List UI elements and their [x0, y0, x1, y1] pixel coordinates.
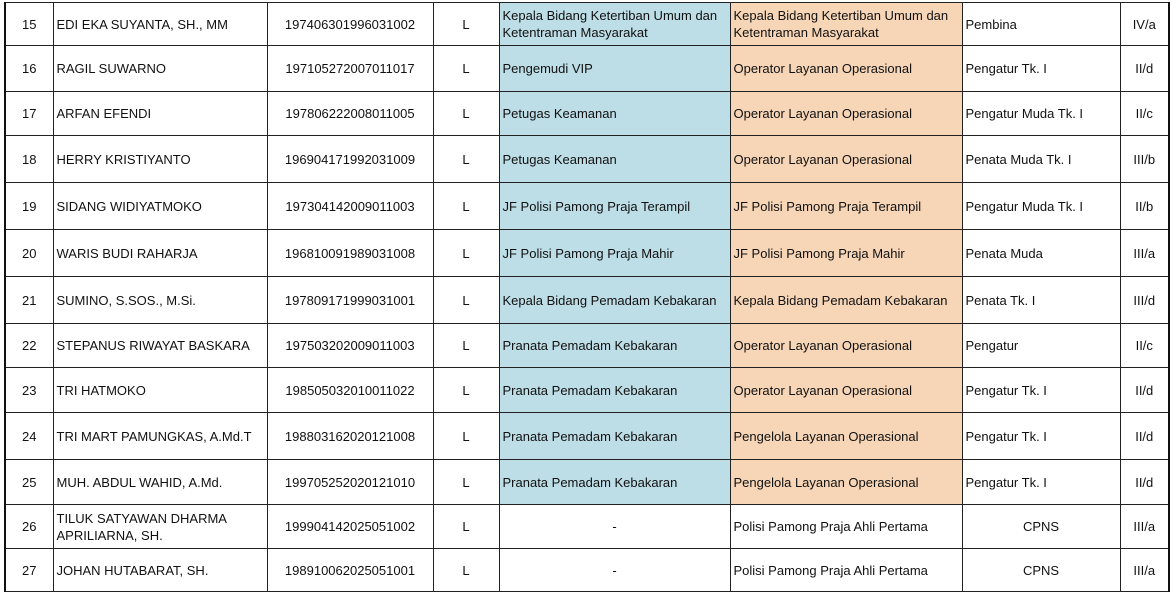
- table-row: [5, 46, 1169, 92]
- new-position: JF Polisi Pamong Praja Terampil: [730, 183, 962, 230]
- table-row: [5, 3, 1169, 46]
- row-number: 18: [5, 136, 53, 183]
- table-row: [5, 136, 1169, 183]
- rank: Pembina: [962, 3, 1120, 46]
- table-body: [5, 3, 1169, 592]
- new-position: Polisi Pamong Praja Ahli Pertama: [730, 549, 962, 592]
- employee-nip: 197304142009011003: [267, 183, 433, 230]
- grade: III/a: [1120, 549, 1169, 592]
- old-position: -: [499, 505, 730, 549]
- rank: Pengatur Tk. I: [962, 368, 1120, 413]
- new-position: Pengelola Layanan Operasional: [730, 460, 962, 505]
- new-position: Operator Layanan Operasional: [730, 46, 962, 92]
- employee-gender: L: [433, 324, 499, 368]
- employee-nip: 197806222008011005: [267, 92, 433, 136]
- employee-gender: L: [433, 92, 499, 136]
- employee-name: ARFAN EFENDI: [53, 92, 267, 136]
- old-position: Kepala Bidang Pemadam Kebakaran: [499, 277, 730, 324]
- employee-name: SIDANG WIDIYATMOKO: [53, 183, 267, 230]
- new-position: JF Polisi Pamong Praja Mahir: [730, 230, 962, 277]
- row-number: 16: [5, 46, 53, 92]
- row-number: 23: [5, 368, 53, 413]
- old-position: Pranata Pemadam Kebakaran: [499, 413, 730, 460]
- employee-gender: L: [433, 277, 499, 324]
- employee-name: SUMINO, S.SOS., M.Si.: [53, 277, 267, 324]
- table-row: [5, 460, 1169, 505]
- row-number: 19: [5, 183, 53, 230]
- row-number: 15: [5, 3, 53, 46]
- table-row: [5, 230, 1169, 277]
- row-number: 17: [5, 92, 53, 136]
- row-number: 25: [5, 460, 53, 505]
- grade: III/a: [1120, 505, 1169, 549]
- employee-nip: 199904142025051002: [267, 505, 433, 549]
- employee-name: HERRY KRISTIYANTO: [53, 136, 267, 183]
- old-position: Petugas Keamanan: [499, 92, 730, 136]
- table-row: [5, 413, 1169, 460]
- employee-table: [4, 2, 1170, 592]
- employee-gender: L: [433, 549, 499, 592]
- rank: CPNS: [962, 505, 1120, 549]
- employee-name: STEPANUS RIWAYAT BASKARA: [53, 324, 267, 368]
- employee-nip: 197105272007011017: [267, 46, 433, 92]
- employee-nip: 197406301996031002: [267, 3, 433, 46]
- grade: III/d: [1120, 277, 1169, 324]
- employee-gender: L: [433, 183, 499, 230]
- employee-name: JOHAN HUTABARAT, SH.: [53, 549, 267, 592]
- old-position: -: [499, 549, 730, 592]
- old-position: Kepala Bidang Ketertiban Umum dan Ketentraman Masyarakat: [499, 3, 730, 46]
- employee-name: TRI MART PAMUNGKAS, A.Md.T: [53, 413, 267, 460]
- new-position: Operator Layanan Operasional: [730, 136, 962, 183]
- employee-name: MUH. ABDUL WAHID, A.Md.: [53, 460, 267, 505]
- table-row: [5, 324, 1169, 368]
- table-row: [5, 505, 1169, 549]
- grade: III/b: [1120, 136, 1169, 183]
- grade: II/c: [1120, 324, 1169, 368]
- grade: II/d: [1120, 46, 1169, 92]
- grade: II/d: [1120, 413, 1169, 460]
- rank: Pengatur: [962, 324, 1120, 368]
- new-position: Pengelola Layanan Operasional: [730, 413, 962, 460]
- row-number: 27: [5, 549, 53, 592]
- table-row: [5, 183, 1169, 230]
- grade: II/d: [1120, 460, 1169, 505]
- employee-gender: L: [433, 413, 499, 460]
- employee-name: WARIS BUDI RAHARJA: [53, 230, 267, 277]
- employee-nip: 197809171999031001: [267, 277, 433, 324]
- old-position: Petugas Keamanan: [499, 136, 730, 183]
- rank: Penata Muda: [962, 230, 1120, 277]
- row-number: 24: [5, 413, 53, 460]
- new-position: Operator Layanan Operasional: [730, 92, 962, 136]
- employee-gender: L: [433, 3, 499, 46]
- rank: Pengatur Tk. I: [962, 460, 1120, 505]
- rank: Pengatur Tk. I: [962, 413, 1120, 460]
- employee-name: EDI EKA SUYANTA, SH., MM: [53, 3, 267, 46]
- grade: II/b: [1120, 183, 1169, 230]
- rank: CPNS: [962, 549, 1120, 592]
- new-position: Operator Layanan Operasional: [730, 368, 962, 413]
- employee-name: RAGIL SUWARNO: [53, 46, 267, 92]
- table-row: [5, 549, 1169, 592]
- employee-gender: L: [433, 368, 499, 413]
- employee-gender: L: [433, 46, 499, 92]
- rank: Penata Tk. I: [962, 277, 1120, 324]
- old-position: Pengemudi VIP: [499, 46, 730, 92]
- new-position: Operator Layanan Operasional: [730, 324, 962, 368]
- rank: Pengatur Muda Tk. I: [962, 92, 1120, 136]
- grade: III/a: [1120, 230, 1169, 277]
- rank: Pengatur Muda Tk. I: [962, 183, 1120, 230]
- row-number: 26: [5, 505, 53, 549]
- old-position: Pranata Pemadam Kebakaran: [499, 368, 730, 413]
- new-position: Kepala Bidang Ketertiban Umum dan Ketentraman Masyarakat: [730, 3, 962, 46]
- employee-nip: 196904171992031009: [267, 136, 433, 183]
- new-position: Polisi Pamong Praja Ahli Pertama: [730, 505, 962, 549]
- table-row: [5, 92, 1169, 136]
- old-position: JF Polisi Pamong Praja Mahir: [499, 230, 730, 277]
- row-number: 20: [5, 230, 53, 277]
- employee-name: TRI HATMOKO: [53, 368, 267, 413]
- employee-nip: 199705252020121010: [267, 460, 433, 505]
- grade: II/d: [1120, 368, 1169, 413]
- employee-gender: L: [433, 460, 499, 505]
- employee-nip: 197503202009011003: [267, 324, 433, 368]
- table-row: [5, 368, 1169, 413]
- row-number: 21: [5, 277, 53, 324]
- new-position: Kepala Bidang Pemadam Kebakaran: [730, 277, 962, 324]
- old-position: Pranata Pemadam Kebakaran: [499, 324, 730, 368]
- old-position: Pranata Pemadam Kebakaran: [499, 460, 730, 505]
- table-row: [5, 277, 1169, 324]
- employee-gender: L: [433, 505, 499, 549]
- employee-nip: 198910062025051001: [267, 549, 433, 592]
- employee-nip: 198803162020121008: [267, 413, 433, 460]
- rank: Pengatur Tk. I: [962, 46, 1120, 92]
- grade: IV/a: [1120, 3, 1169, 46]
- old-position: JF Polisi Pamong Praja Terampil: [499, 183, 730, 230]
- employee-name: TILUK SATYAWAN DHARMA APRILIARNA, SH.: [53, 505, 267, 549]
- row-number: 22: [5, 324, 53, 368]
- employee-gender: L: [433, 136, 499, 183]
- employee-nip: 196810091989031008: [267, 230, 433, 277]
- employee-gender: L: [433, 230, 499, 277]
- employee-nip: 198505032010011022: [267, 368, 433, 413]
- grade: II/c: [1120, 92, 1169, 136]
- rank: Penata Muda Tk. I: [962, 136, 1120, 183]
